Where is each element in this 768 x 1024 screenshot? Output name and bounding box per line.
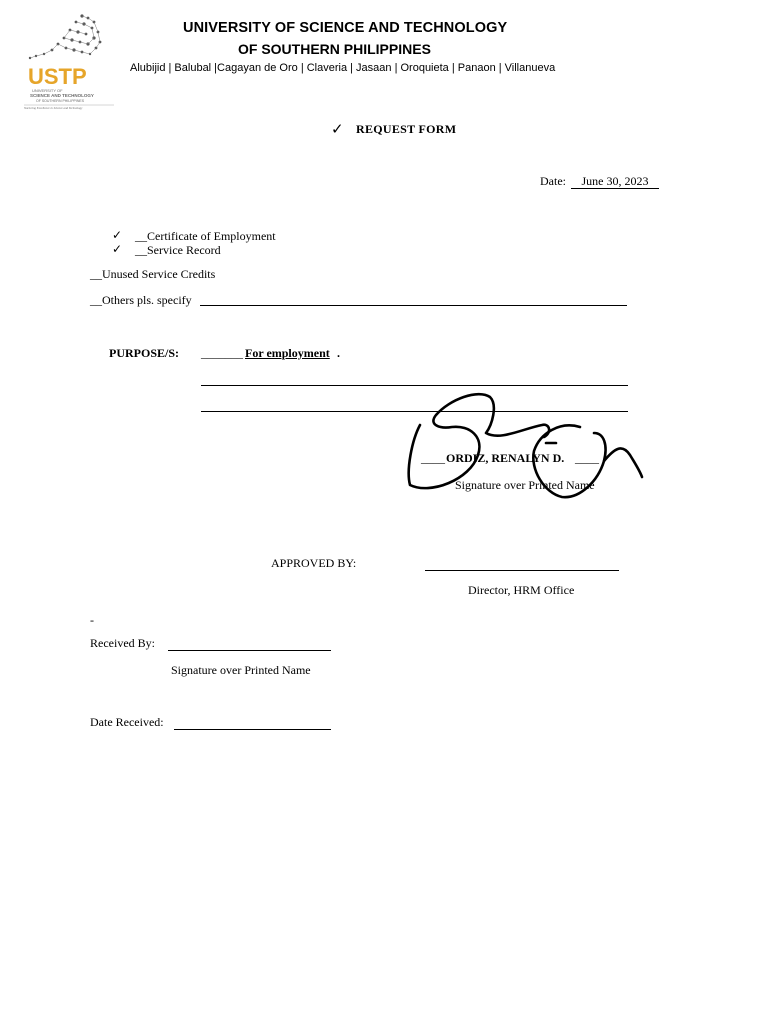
signatory-suffix: ____ [575,451,599,465]
purpose-suffix: . [337,346,340,360]
checkmark-icon[interactable]: ✓ [112,228,123,242]
date-label: Date: [540,174,566,188]
checkmark-icon: ✓ [331,122,344,138]
option-others-specify: __Others pls. specify [90,293,192,307]
checkmark-icon[interactable]: ✓ [112,242,123,256]
form-title: REQUEST FORM [356,122,457,136]
handwritten-signature [400,385,650,505]
purpose-prefix: _______ [201,346,243,360]
campus-list: Alubijid | Balubal |Cagayan de Oro | Claveria | Jasaan | Oroquieta | Panaon | Villanueva [130,62,556,74]
university-name-line1: UNIVERSITY OF SCIENCE AND TECHNOLOGY [183,20,508,36]
university-name-line2: OF SOUTHERN PHILIPPINES [238,41,431,57]
svg-text:UNIVERSITY OF: UNIVERSITY OF [32,88,63,93]
option-certificate-of-employment: __Certificate of Employment [135,229,276,243]
purpose-label: PURPOSE/S: [109,346,180,360]
signatory-prefix: ____ [421,451,445,465]
date-received-label: Date Received: [90,715,164,729]
svg-text:SCIENCE AND TECHNOLOGY: SCIENCE AND TECHNOLOGY [30,93,94,98]
dash-mark: - [90,613,94,627]
others-specify-line[interactable] [200,305,627,306]
date-received-line[interactable] [174,729,331,730]
received-by-label: Received By: [90,636,155,650]
logo-wordmark: USTP [28,64,87,89]
approved-by-label: APPROVED BY: [271,556,357,570]
signature-caption: Signature over Printed Name [455,478,595,492]
received-by-line[interactable] [168,650,331,651]
approver-title: Director, HRM Office [468,583,575,597]
ustp-logo [22,12,116,110]
date-field[interactable]: June 30, 2023 [571,174,659,189]
signatory-name: ORDIZ, RENALYN D. [446,451,565,465]
option-service-record: __Service Record [135,243,221,257]
svg-text:OF SOUTHERN PHILIPPINES: OF SOUTHERN PHILIPPINES [36,99,85,103]
received-caption: Signature over Printed Name [171,663,311,677]
svg-text:Nurturing Excellence in Scienc: Nurturing Excellence in Science and Technology [24,106,83,110]
purpose-value[interactable]: For employment [245,346,330,360]
option-unused-service-credits: __Unused Service Credits [90,267,216,281]
approver-signature-line[interactable] [425,570,619,571]
